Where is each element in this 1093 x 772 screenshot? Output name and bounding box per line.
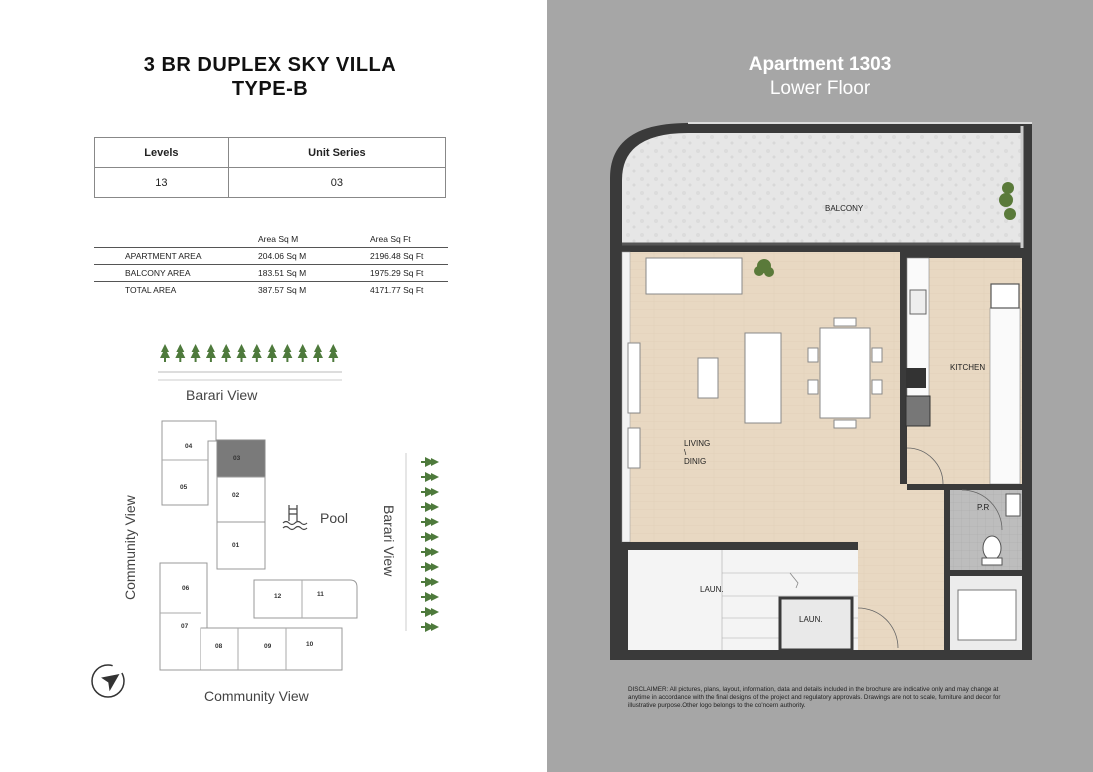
unit-series-value: 03 <box>228 168 445 198</box>
tree-icon <box>421 472 439 482</box>
area-row-balcony <box>94 264 448 281</box>
area-label: TOTAL AREA <box>125 285 177 295</box>
area-sqm: 204.06 Sq M <box>258 251 307 261</box>
tree-icon <box>313 344 323 362</box>
unit-08-label: 08 <box>215 643 223 650</box>
tree-icon <box>421 592 439 602</box>
area-sqft: 4171.77 Sq Ft <box>370 285 424 295</box>
view-left-label: Community View <box>122 495 138 600</box>
area-label: APARTMENT AREA <box>125 251 202 261</box>
tree-icon <box>328 344 338 362</box>
divider <box>94 281 448 282</box>
tree-icon <box>421 577 439 587</box>
tree-icon <box>160 344 170 362</box>
tree-icon <box>421 457 439 467</box>
unit-04-label: 04 <box>185 443 193 450</box>
sqm-header: Area Sq M <box>258 234 299 244</box>
tree-icon <box>221 344 231 362</box>
unit-07-label: 07 <box>181 623 189 630</box>
tree-icon <box>267 344 277 362</box>
area-sqm: 387.57 Sq M <box>258 285 307 295</box>
unit-type-title: 3 BR DUPLEX SKY VILLA <box>143 54 397 76</box>
tree-icon <box>191 344 201 362</box>
area-sqm: 183.51 Sq M <box>258 268 307 278</box>
unit-10-label: 10 <box>306 641 314 648</box>
disclaimer-text: DISCLAIMER: All pictures, plans, layout, information, data and details included in the brochure are indicative only and may change at anytime in accordance with the final designs of the project and regulatory approvals. Drawings are not to scale, furniture and decor for illustrative purpose.Other logo belongs to the co'ncern authority. <box>628 686 1001 709</box>
divider <box>94 247 448 248</box>
unit-05-label: 05 <box>180 484 188 491</box>
tree-icon <box>282 344 292 362</box>
floor-subtitle: Lower Floor <box>769 78 871 99</box>
view-bottom-label: Community View <box>204 688 309 704</box>
tree-row-top-icon <box>158 344 342 380</box>
area-sqft: 2196.48 Sq Ft <box>370 251 424 261</box>
unit-03-highlight <box>217 440 265 477</box>
tree-icon <box>421 547 439 557</box>
unit-11-label: 11 <box>317 591 324 598</box>
room-label-powder: P.R <box>977 503 990 512</box>
tree-row-right-icon <box>406 453 439 632</box>
pool-icon <box>283 505 307 530</box>
area-row-total <box>94 281 448 298</box>
balcony-floor <box>622 133 1022 244</box>
unit-06-label: 06 <box>182 585 190 592</box>
unit-series-header: Unit Series <box>228 138 445 168</box>
tree-icon <box>421 622 439 632</box>
north-arrow-icon <box>92 665 124 697</box>
sqft-header: Area Sq Ft <box>370 234 411 244</box>
tree-icon <box>175 344 185 362</box>
unit-09-label: 09 <box>264 643 272 650</box>
room-label-balcony: BALCONY <box>825 204 864 213</box>
pool-label: Pool <box>320 510 349 526</box>
tree-icon <box>298 344 308 362</box>
levels-value: 13 <box>95 168 229 198</box>
area-table-header <box>94 230 448 247</box>
divider <box>94 264 448 265</box>
area-sqft: 1975.29 Sq Ft <box>370 268 424 278</box>
summary-table <box>94 137 446 198</box>
floor-plan <box>610 118 1038 663</box>
unit-03-label: 03 <box>233 455 241 462</box>
tree-icon <box>421 532 439 542</box>
room-label-living: LIVING \ DINIG <box>684 439 711 466</box>
tree-icon <box>206 344 216 362</box>
tree-icon <box>421 517 439 527</box>
tree-icon <box>237 344 247 362</box>
unit-02-label: 02 <box>232 492 240 499</box>
room-label-laundry-small: LAUN. <box>799 615 823 624</box>
room-label-laundry: LAUN. <box>700 585 724 594</box>
unit-type-subtitle: TYPE-B <box>231 78 309 100</box>
area-row-apartment <box>94 247 448 264</box>
levels-header: Levels <box>95 138 229 168</box>
room-label-kitchen: KITCHEN <box>950 363 986 372</box>
tree-icon <box>421 607 439 617</box>
view-top-label: Barari View <box>186 387 258 403</box>
area-label: BALCONY AREA <box>125 268 191 278</box>
tree-icon <box>421 562 439 572</box>
unit-01-label: 01 <box>232 542 240 549</box>
apartment-title: Apartment 1303 <box>748 54 892 75</box>
unit-12-label: 12 <box>274 593 282 600</box>
tree-icon <box>252 344 262 362</box>
tree-icon <box>421 487 439 497</box>
view-right-label: Barari View <box>381 505 397 577</box>
tree-icon <box>421 502 439 512</box>
